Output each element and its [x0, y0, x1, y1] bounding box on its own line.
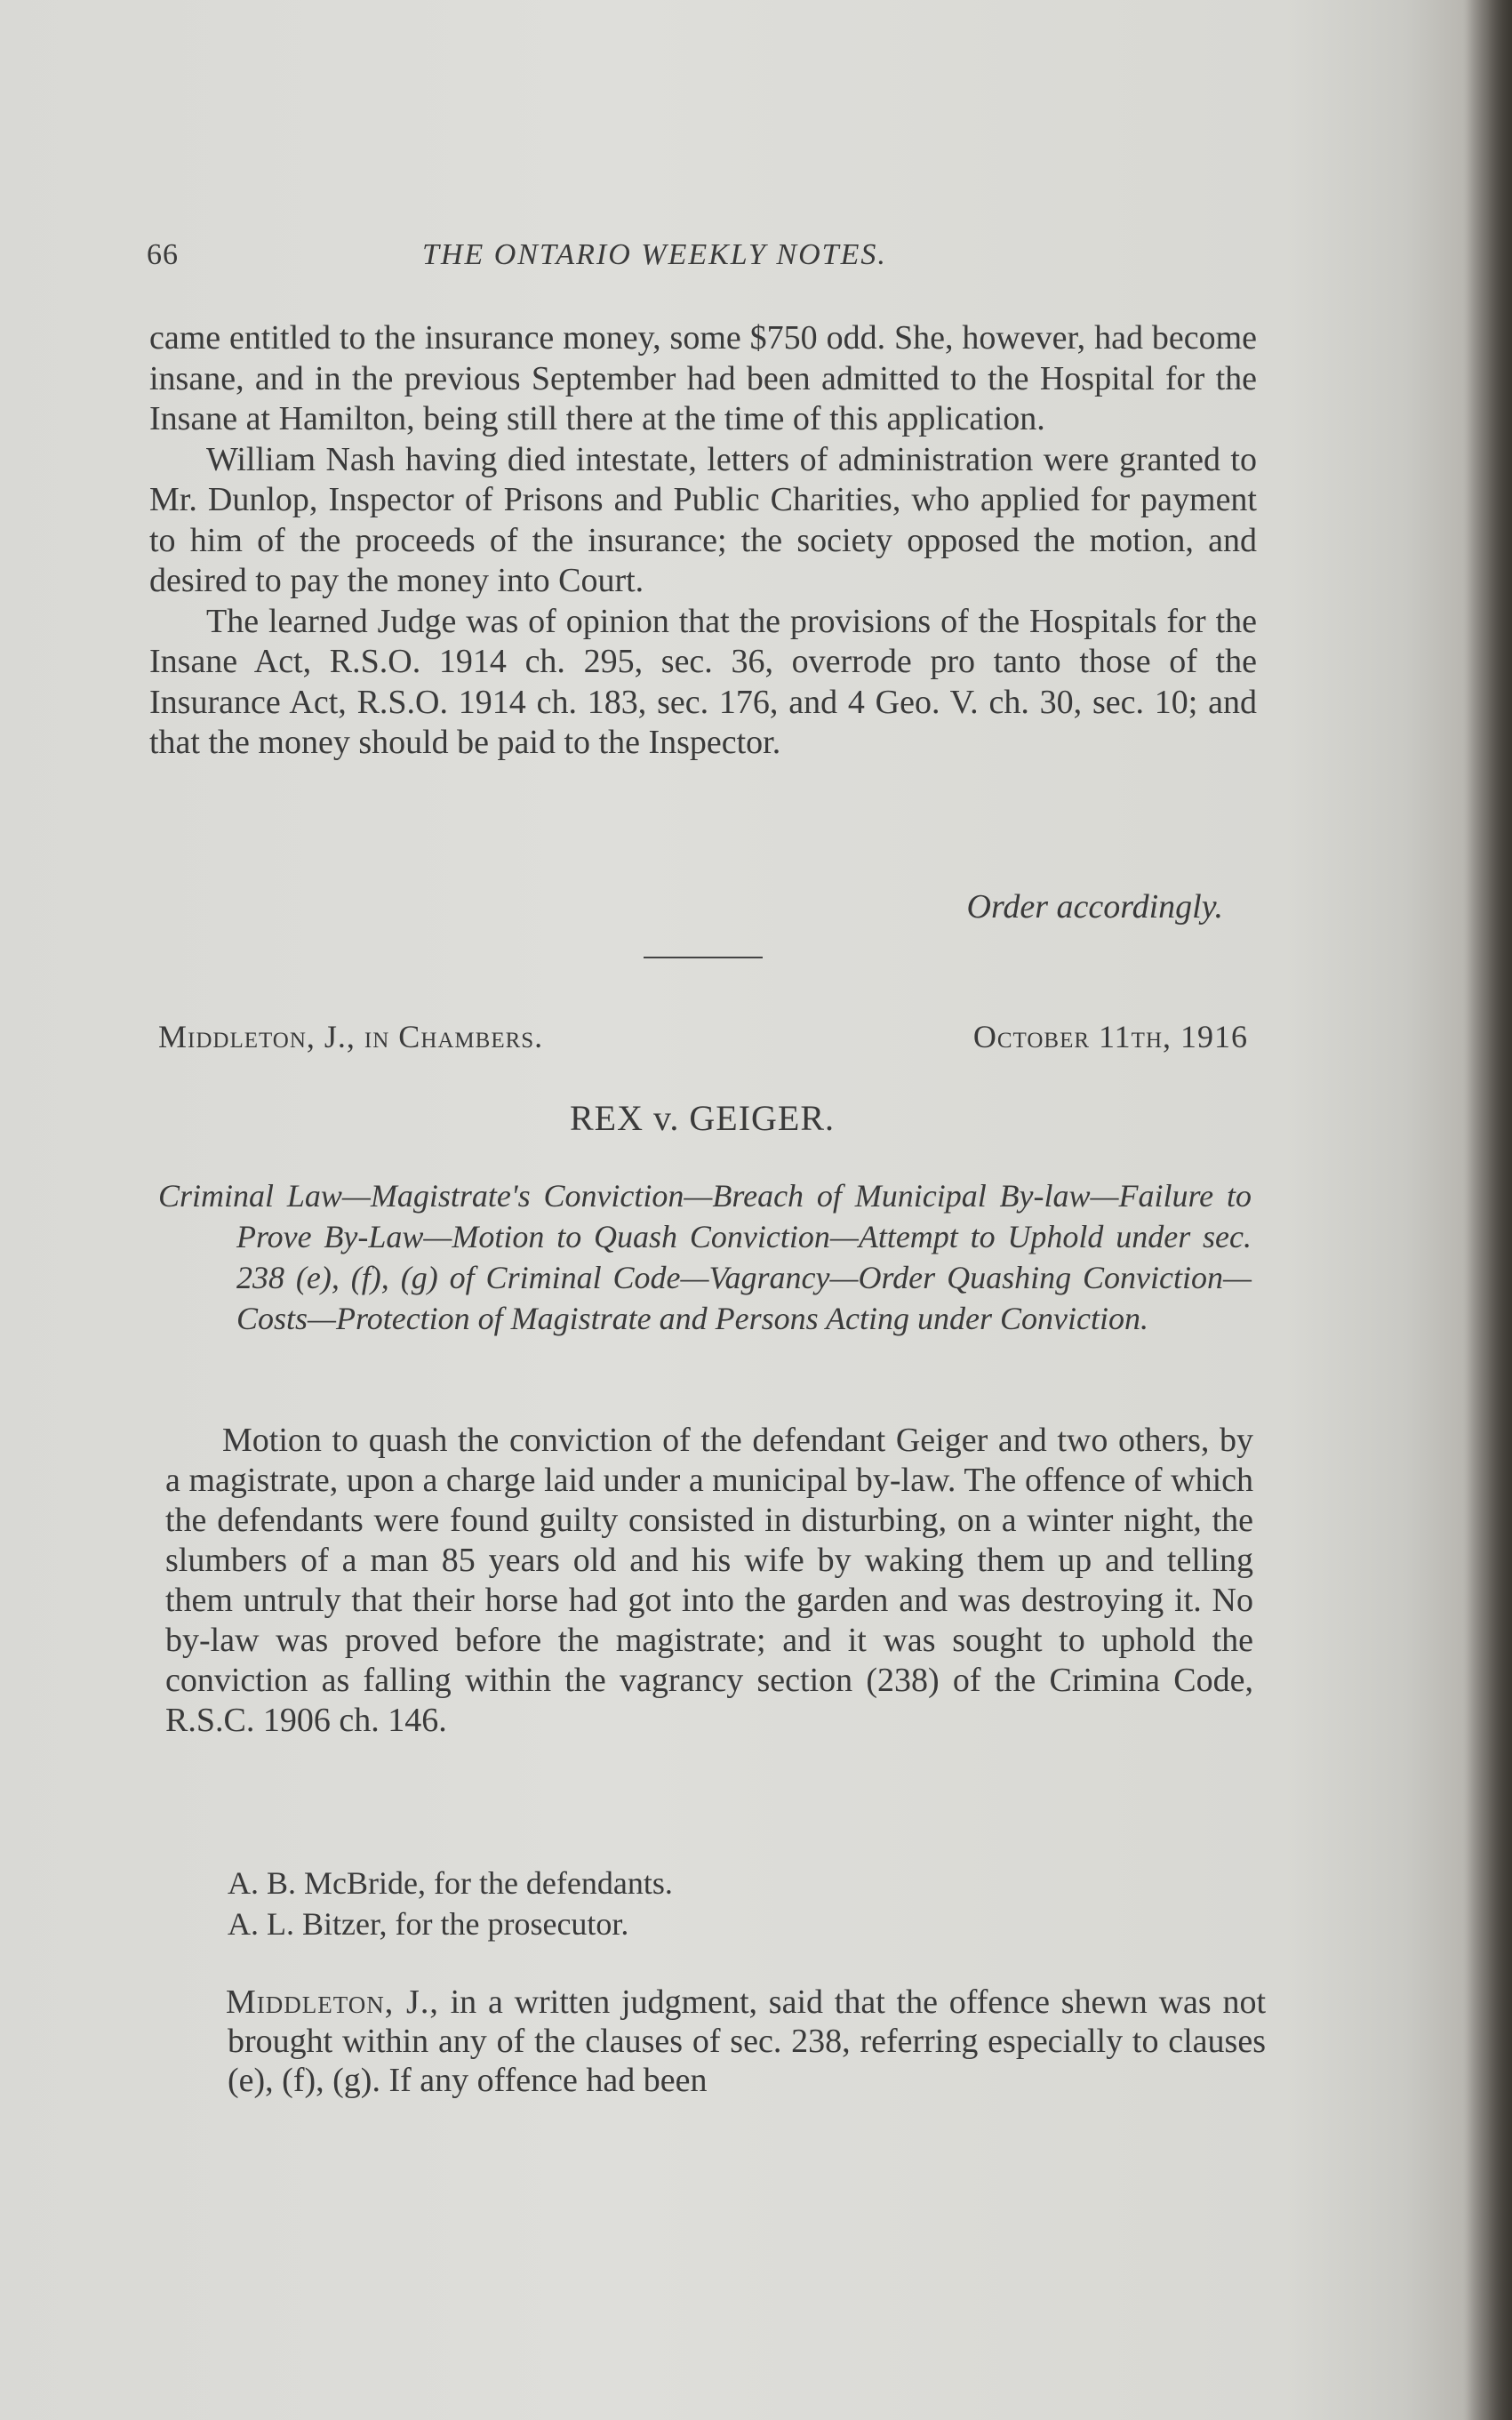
- running-head: [147, 238, 1249, 283]
- page-edge-shadow: [1463, 0, 1512, 2420]
- headnote: Criminal Law—Magistrate's Conviction—Breach of Municipal By-law—Failure to Prove By-Law—Motion to Quash Conviction—Attempt to Uphold under sec. 238 (e), (f), (g) of Criminal Code—Vagrancy—Order Quashing Conviction—Costs—Protection of Magistrate and Persons Acting under Conviction.: [158, 1178, 1252, 1336]
- journal-title: THE ONTARIO WEEKLY NOTES.: [422, 238, 887, 271]
- judgment-paragraph: [228, 1983, 1266, 2100]
- court-line: Middleton, J., in Chambers.: [158, 1019, 544, 1054]
- page-number: 66: [147, 238, 179, 271]
- judgment-text: [228, 1983, 1266, 2100]
- section-divider: [644, 957, 763, 958]
- facts-paragraph: Motion to quash the conviction of the defendant Geiger and two others, by a magistrate, upon a charge laid under a municipal by-law. The offence of which the defendants were found guilty consisted in disturbing, on a winter night, the slumbers of a man 85 years old and his wife by waking them up and telling them untruly that their horse had got into the garden and was destroying it. No by-law was proved before the magistrate; and it was sought to uphold the conviction as falling within the vagrancy section (238) of the Crimina Code, R.S.C. 1906 ch. 146.: [165, 1422, 1253, 1739]
- counsel-prosecutor: A. L. Bitzer, for the prosecutor.: [228, 1906, 629, 1942]
- order-line: Order accordingly.: [966, 888, 1223, 926]
- case-title: REX v. GEIGER.: [569, 1098, 836, 1138]
- previous-case-text: [149, 318, 1257, 764]
- paragraph-administration: William Nash having died intestate, letters of administration were granted to Mr. Dunlop, Inspector of Prisons and Public Charities, who applied for payment to him of the proceeds of the insurance; the society opposed the motion, and desired to pay the money into Court.: [149, 440, 1257, 599]
- paragraph-opinion: The learned Judge was of opinion that the provisions of the Hospitals for the Insane Act, R.S.O. 1914 ch. 295, sec. 36, overrode pro tanto those of the Insurance Act, R.S.O. 1914 ch. 183, sec. 176, and 4 Geo. V. ch. 30, sec. 10; and that the money should be paid to the Inspector.: [149, 602, 1257, 761]
- counsel-defendants: A. B. McBride, for the defendants.: [228, 1865, 673, 1901]
- paragraph-continued: came entitled to the insurance money, some $750 odd. She, however, had become insane, and in the previous September had been admitted to the Hospital for the Insane at Hamilton, being still there at the time of this application.: [149, 319, 1257, 437]
- case-facts: [165, 1421, 1253, 1741]
- counsel-list: [228, 1863, 673, 1944]
- judgment-author: Middleton, J.,: [226, 1983, 439, 2021]
- judgment-body: in a written judgment, said that the offence shewn was not brought within any of the clauses of sec. 238, referring especially to clauses (e), (f), (g). If any offence had been: [228, 1983, 1267, 2099]
- decision-date: October 11th, 1916: [972, 1019, 1248, 1054]
- case-meta: [158, 1018, 1248, 1062]
